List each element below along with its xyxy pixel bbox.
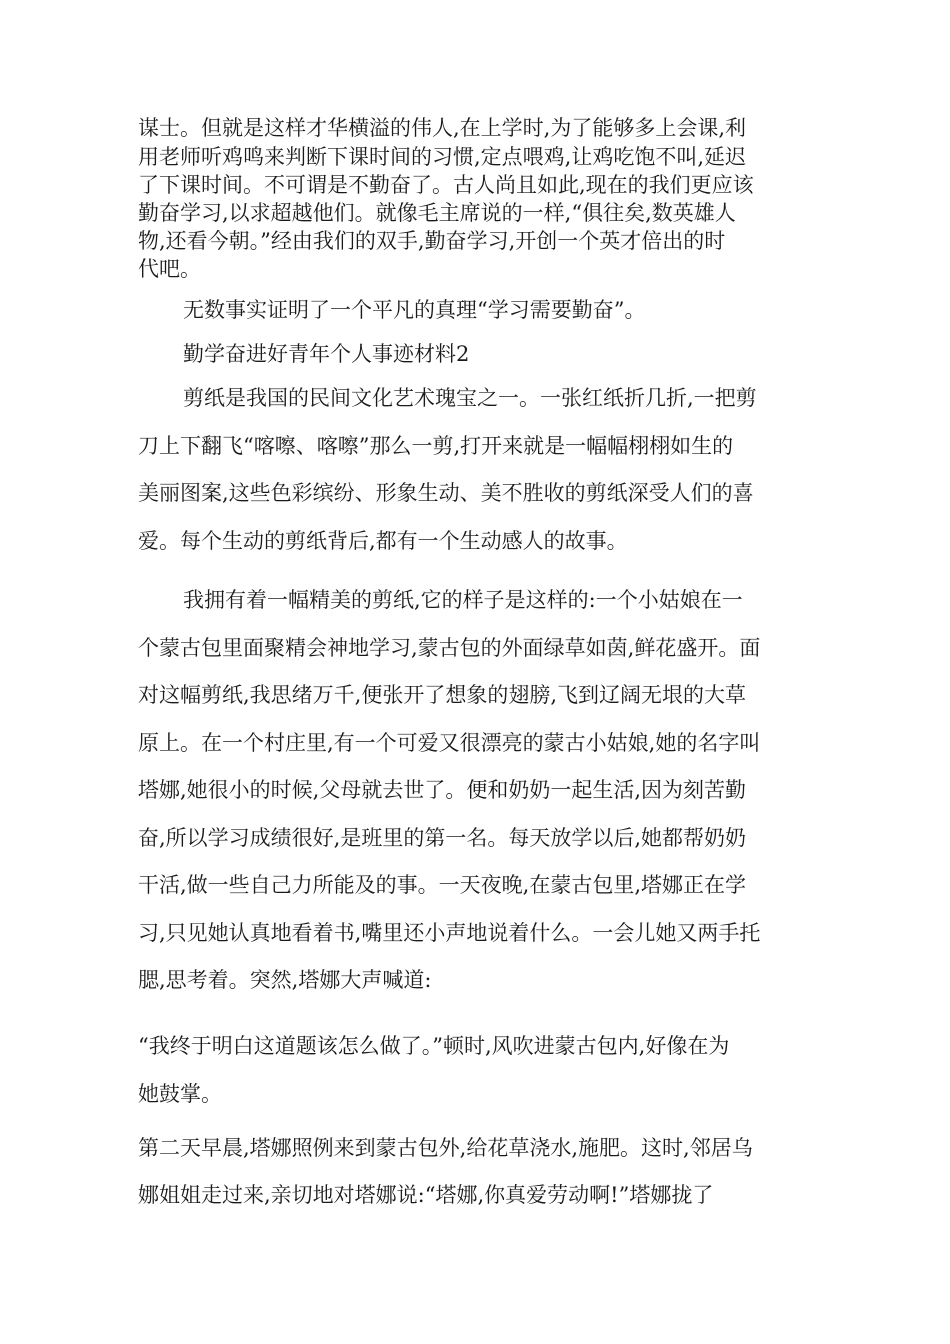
text-line: 腮,思考着。突然,塔娜大声喊道: [138,968,432,992]
text-line: 了下课时间。不可谓是不勤奋了。古人尚且如此,现在的我们更应该 [138,173,754,197]
text-line: 奋,所以学习成绩很好,是班里的第一名。每天放学以后,她都帮奶奶 [138,826,747,850]
text-line: 爱。每个生动的剪纸背后,都有一个生动感人的故事。 [138,529,628,553]
text-line: 剪纸是我国的民间文化艺术瑰宝之一。一张红纸折几折,一把剪 [183,386,757,410]
text-line: 美丽图案,这些色彩缤纷、形象生动、美不胜收的剪纸深受人们的喜 [138,481,754,505]
text-line: 用老师听鸡鸣来判断下课时间的习惯,定点喂鸡,让鸡吃饱不叫,延迟 [138,145,747,169]
text-line: 个蒙古包里面聚精会神地学习,蒙古包的外面绿草如茵,鲜花盛开。面 [138,636,761,660]
text-line: 物,还看今朝。”经由我们的双手,勤奋学习,开创一个英才倍出的时 [138,229,726,253]
text-line: 代吧。 [138,257,201,281]
text-line: 谋士。但就是这样才华横溢的伟人,在上学时,为了能够多上会课,利 [138,116,747,140]
text-line: 塔娜,她很小的时候,父母就去世了。便和奶奶一起生活,因为刻苦勤 [138,778,747,802]
text-line: 娜姐姐走过来,亲切地对塔娜说:“塔娜,你真爱劳动啊!”塔娜拢了 [138,1183,714,1207]
text-line: 对这幅剪纸,我思绪万千,便张开了想象的翅膀,飞到辽阔无垠的大草 [138,683,747,707]
text-line: 习,只见她认真地看着书,嘴里还小声地说着什么。一会儿她又两手托 [138,921,761,945]
text-line: 我拥有着一幅精美的剪纸,它的样子是这样的:一个小姑娘在一 [183,588,743,612]
text-line: 无数事实证明了一个平凡的真理“学习需要勤奋”。 [183,298,646,322]
text-line: 原上。在一个村庄里,有一个可爱又很漂亮的蒙古小姑娘,她的名字叫 [138,731,761,755]
text-line: 刀上下翻飞“喀嚓、喀嚓”那么一剪,打开来就是一幅幅栩栩如生的 [138,434,734,458]
text-line: 勤奋学习,以求超越他们。就像毛主席说的一样,“俱往矣,数英雄人 [138,201,736,225]
text-line: 她鼓掌。 [138,1082,222,1106]
section-heading: 勤学奋进好青年个人事迹材料2 [183,342,470,366]
text-line: 第二天早晨,塔娜照例来到蒙古包外,给花草浇水,施肥。这时,邻居乌 [138,1136,753,1160]
text-line: 干活,做一些自己力所能及的事。一天夜晚,在蒙古包里,塔娜正在学 [138,873,747,897]
text-line: “我终于明白这道题该怎么做了。”顿时,风吹进蒙古包内,好像在为 [138,1034,730,1058]
